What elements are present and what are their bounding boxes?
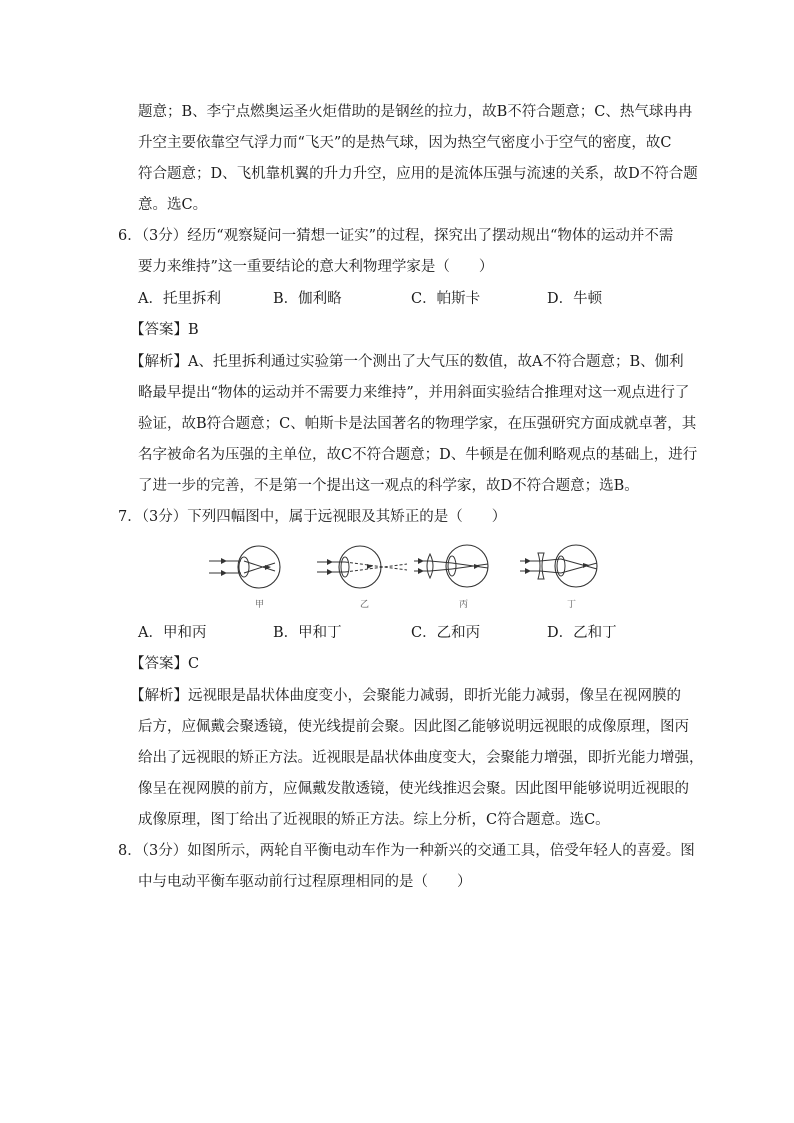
q7-analysis-line-3: 给出了远视眼的矫正方法。近视眼是晶状体曲度变大，会聚能力增强，即折光能力增强，: [138, 750, 704, 766]
figure-label-jia: 甲: [255, 600, 265, 610]
q7-option-d: D．乙和丁: [547, 625, 617, 641]
q7-analysis-line-4: 像呈在视网膜的前方，应佩戴发散透镜，使光线推迟会聚。因此图甲能够说明近视眼的: [138, 781, 689, 797]
prev-explanation-line-3: 符合题意；D、飞机靠机翼的升力升空，应用的是流体压强与流速的关系，故D不符合题: [138, 166, 698, 182]
q6-answer: 【答案】B: [130, 322, 199, 338]
q6-option-b: B．伽利略: [273, 291, 342, 307]
q8-stem-line-1: 8．（3分）如图所示，两轮自平衡电动车作为一种新兴的交通工具，倍受年轻人的喜爱。图: [118, 843, 695, 859]
prev-explanation-line-4: 意。选C。: [138, 197, 208, 213]
figure-label-yi: 乙: [360, 600, 370, 610]
q7-option-a: A．甲和丙: [138, 625, 207, 641]
q6-analysis-line-4: 名字被命名为压强的主单位，故C不符合题意；D、牛顿是在伽利略观点的基础上，进行: [138, 447, 698, 463]
eye-diagram-bing: [412, 536, 512, 596]
q7-analysis-line-1: 【解析】远视眼是晶状体曲度变小，会聚能力减弱，即折光能力减弱，像呈在视网膜的: [130, 688, 681, 704]
q7-analysis-line-2: 后方，应佩戴会聚透镜，使光线提前会聚。因此图乙能够说明远视眼的成像原理，图丙: [138, 719, 689, 735]
q6-option-c: C．帕斯卡: [411, 291, 481, 307]
q7-option-b: B．甲和丁: [273, 625, 342, 641]
eye-diagram-jia: [207, 538, 297, 596]
q7-stem: 7．（3分）下列四幅图中，属于远视眼及其矫正的是（ ）: [118, 509, 507, 525]
q6-option-d: D．牛顿: [547, 291, 603, 307]
q7-answer: 【答案】C: [130, 656, 200, 672]
figure-label-bing: 丙: [459, 600, 469, 610]
q6-analysis-line-2: 略最早提出“物体的运动并不需要力来维持”，并用斜面实验结合推理对这一观点进行了: [138, 385, 690, 401]
q6-analysis-line-5: 了进一步的完善，不是第一个提出这一观点的科学家，故D不符合题意；选B。: [138, 478, 639, 494]
prev-explanation-line-2: 升空主要依靠空气浮力而“飞天”的是热气球，因为热空气密度小于空气的密度，故C: [138, 135, 672, 151]
prev-explanation-line-1: 题意；B、李宁点燃奥运圣火炬借助的是钢丝的拉力，故B不符合题意；C、热气球冉冉: [138, 104, 693, 120]
q6-analysis-line-3: 验证，故B符合题意；C、帕斯卡是法国著名的物理学家，在压强研究方面成就卓著，其: [138, 416, 697, 432]
q7-analysis-line-5: 成像原理，图丁给出了近视眼的矫正方法。综上分析，C符合题意。选C。: [138, 812, 610, 828]
q6-option-a: A．托里拆利: [138, 291, 221, 307]
figure-label-ding: 丁: [567, 600, 577, 610]
q7-option-c: C．乙和丙: [411, 625, 481, 641]
eye-diagram-ding: [518, 536, 618, 596]
q8-stem-line-2: 中与电动平衡车驱动前行过程原理相同的是（ ）: [138, 874, 472, 890]
eye-diagram-yi: [315, 538, 411, 596]
q6-stem-line-1: 6．（3分）经历“观察疑问一猜想一证实”的过程，探究出了摆动规出“物体的运动并不需: [118, 228, 674, 244]
q6-analysis-line-1: 【解析】A、托里拆利通过实验第一个测出了大气压的数值，故A不符合题意；B、伽利: [130, 354, 684, 370]
q6-stem-line-2: 要力来维持”这一重要结论的意大利物理学家是（ ）: [138, 259, 494, 275]
